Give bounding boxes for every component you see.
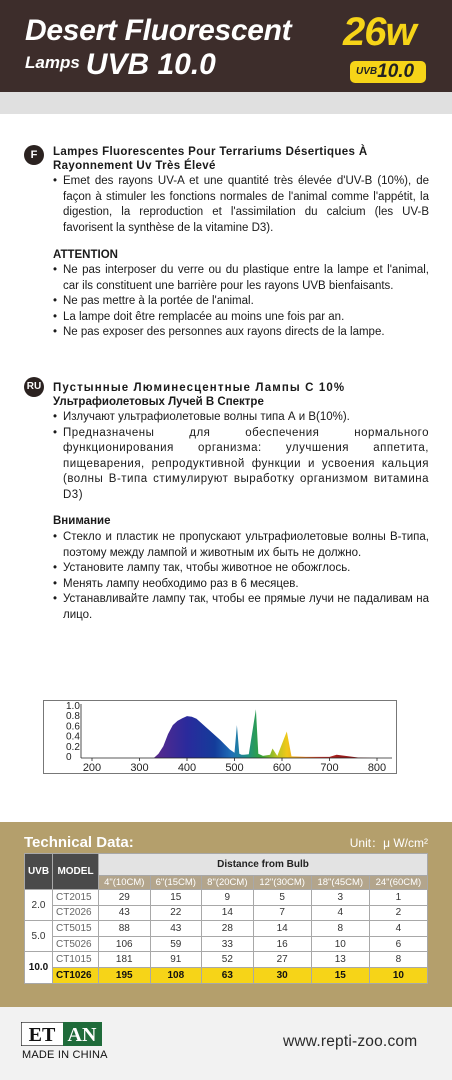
table-row xyxy=(25,921,428,937)
y-tick-label: 0.6 xyxy=(66,721,80,733)
list-item: • Ne pas exposer des personnes aux rayons directs de la lampe. xyxy=(53,325,429,341)
intensity-cell: 29 xyxy=(99,890,151,906)
intensity-cell: 10 xyxy=(369,967,427,983)
model-cell: CT5026 xyxy=(53,936,99,952)
list-item: • Предназначены для обеспечения нормального функционирования организма: улучшения аппетита, пищеварения, репродуктивной функции и усвоения кальция (волны В-типа стимулируют выработку организмом витамина D3) xyxy=(53,426,429,504)
intensity-cell: 4 xyxy=(311,905,369,921)
table-row xyxy=(25,905,428,921)
intensity-cell: 5 xyxy=(253,890,311,906)
y-tick-label: 0.2 xyxy=(66,741,80,753)
table-row xyxy=(25,967,428,983)
product-title: Desert Fluorescent xyxy=(25,14,292,47)
x-tick-label: 500 xyxy=(225,762,244,774)
uvb-column-header: UVB xyxy=(25,854,53,890)
model-cell: CT1015 xyxy=(53,952,99,968)
y-tick-label: 1.0 xyxy=(66,701,80,712)
x-tick-label: 600 xyxy=(272,762,292,774)
uvb-badge-value: 10.0 xyxy=(377,61,415,82)
list-item: • Менять лампу необходимо раз в 6 месяцев. xyxy=(53,577,429,593)
distance-header-cell: 12"(30CM) xyxy=(253,876,311,890)
title-uvb: UVB 10.0 xyxy=(85,48,216,81)
x-tick-label: 300 xyxy=(130,762,149,774)
list-item: • Стекло и пластик не пропускают ультрафиолетовые волны В-типа, поэтому между лампой и животным их быть не должно. xyxy=(53,530,429,561)
intensity-cell: 181 xyxy=(99,952,151,968)
technical-data-title: Technical Data: xyxy=(24,834,134,851)
etan-logo xyxy=(21,1022,102,1046)
distance-header-cell: 4"(10CM) xyxy=(99,876,151,890)
intensity-cell: 43 xyxy=(99,905,151,921)
x-tick-label: 800 xyxy=(367,762,387,774)
intensity-cell: 108 xyxy=(150,967,202,983)
intensity-cell: 15 xyxy=(311,967,369,983)
list-item: • Устанавливайте лампу так, чтобы ее прямые лучи не падаливам на лицо. xyxy=(53,592,429,623)
intensity-cell: 13 xyxy=(311,952,369,968)
intensity-cell: 14 xyxy=(253,921,311,937)
uvb-value-cell: 10.0 xyxy=(25,952,53,983)
table-row xyxy=(25,890,428,906)
intensity-cell: 30 xyxy=(253,967,311,983)
intensity-cell: 15 xyxy=(150,890,202,906)
intensity-cell: 9 xyxy=(202,890,254,906)
intensity-cell: 59 xyxy=(150,936,202,952)
distance-header-cell: 6"(15CM) xyxy=(150,876,202,890)
technical-data-table xyxy=(24,853,428,984)
distance-header-cell: 8"(20CM) xyxy=(202,876,254,890)
y-tick-label: 0.4 xyxy=(66,731,80,743)
technical-data-section xyxy=(0,822,452,1007)
distance-header-cell: 24"(60CM) xyxy=(369,876,427,890)
list-item: • Излучают ультрафиолетовые волны типа А и В(10%). xyxy=(53,410,429,426)
intensity-cell: 88 xyxy=(99,921,151,937)
russian-attention-heading: Внимание xyxy=(53,515,111,527)
uvb-value-cell: 5.0 xyxy=(25,921,53,952)
list-item: • La lampe doit être remplacée au moins une fois par an. xyxy=(53,310,429,326)
intensity-cell: 8 xyxy=(311,921,369,937)
model-cell: CT5015 xyxy=(53,921,99,937)
intensity-cell: 8 xyxy=(369,952,427,968)
intensity-cell: 33 xyxy=(202,936,254,952)
intensity-cell: 106 xyxy=(99,936,151,952)
intensity-cell: 6 xyxy=(369,936,427,952)
table-row xyxy=(25,952,428,968)
list-item: • Ne pas mettre à la portée de l'animal. xyxy=(53,294,429,310)
french-title-line1: Lampes Fluorescentes Pour Terrariums Désertiques À xyxy=(53,146,368,158)
x-tick-label: 700 xyxy=(320,762,339,774)
intensity-cell: 22 xyxy=(150,905,202,921)
y-tick-label: 0.8 xyxy=(66,711,80,723)
brand-text-right: AN xyxy=(67,1024,97,1046)
russian-title-line1: Пустынные Люминесцентные Лампы С 10% xyxy=(53,382,346,394)
technical-data-unit: Unit：μ W/cm² xyxy=(349,836,428,850)
model-cell: CT2015 xyxy=(53,890,99,906)
french-title-line2: Rayonnement Uv Très Élevé xyxy=(53,160,216,172)
intensity-cell: 2 xyxy=(369,905,427,921)
brand-text-left: ET xyxy=(28,1024,56,1046)
intensity-cell: 43 xyxy=(150,921,202,937)
intensity-cell: 16 xyxy=(253,936,311,952)
model-column-header: MODEL xyxy=(53,854,99,890)
intensity-cell: 4 xyxy=(369,921,427,937)
intensity-cell: 3 xyxy=(311,890,369,906)
made-in-label: MADE IN CHINA xyxy=(22,1049,108,1061)
model-cell: CT2026 xyxy=(53,905,99,921)
website-link[interactable]: www.repti-zoo.com xyxy=(283,1033,418,1050)
french-attention-heading: ATTENTION xyxy=(53,249,118,261)
x-tick-label: 400 xyxy=(177,762,197,774)
footer xyxy=(0,1007,452,1080)
wattage-label: 26w xyxy=(343,10,416,54)
uvb-value-cell: 2.0 xyxy=(25,890,53,921)
list-item: • Ne pas interposer du verre ou du plastique entre la lampe et l'animal, car ils constituent une barrière pour les rayons UVB bienfaisants. xyxy=(53,263,429,294)
x-tick-label: 200 xyxy=(82,762,102,774)
distance-header-cell: 18"(45CM) xyxy=(311,876,369,890)
intensity-cell: 63 xyxy=(202,967,254,983)
intensity-cell: 10 xyxy=(311,936,369,952)
russian-title-line2: Ультрафиолетовых Лучей В Спектре xyxy=(53,396,264,408)
intensity-cell: 7 xyxy=(253,905,311,921)
french-language-badge: F xyxy=(24,145,44,165)
intensity-cell: 14 xyxy=(202,905,254,921)
french-description-item: • Emet des rayons UV-A et une quantité très élevée d'UV-B (10%), de façon à stimuler les fonctions normales de l'animal comme l'appétit, la digestion, la reproduction et l'assimilation du calcium (les UV-B favorisent la synthèse de la vitamine D3). xyxy=(53,174,429,236)
intensity-cell: 52 xyxy=(202,952,254,968)
distance-column-header: Distance from Bulb xyxy=(99,854,428,876)
list-item: • Установите лампу так, чтобы животное не обожглось. xyxy=(53,561,429,577)
russian-language-badge: RU xyxy=(24,377,44,397)
intensity-cell: 195 xyxy=(99,967,151,983)
table-row xyxy=(25,936,428,952)
intensity-cell: 1 xyxy=(369,890,427,906)
intensity-cell: 28 xyxy=(202,921,254,937)
y-tick-label: 0 xyxy=(66,752,72,763)
intensity-cell: 91 xyxy=(150,952,202,968)
model-cell: CT1026 xyxy=(53,967,99,983)
title-lamps: Lamps xyxy=(25,53,80,72)
uvb-badge-small: UVB xyxy=(356,66,378,77)
intensity-cell: 27 xyxy=(253,952,311,968)
spectrum-curve xyxy=(154,709,377,758)
